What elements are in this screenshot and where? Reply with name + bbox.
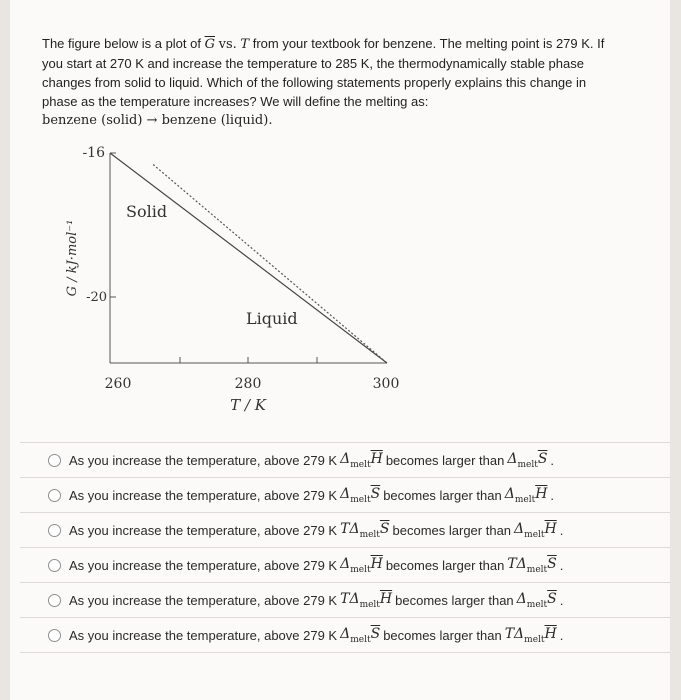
term-b-prefix: TΔ [507, 555, 527, 572]
radio-button[interactable] [48, 559, 61, 572]
radio-button[interactable] [48, 594, 61, 607]
question-line-1-end: from your textbook for benzene. The melting point is 279 K. If [252, 36, 605, 51]
term-b-symbol: $\overline{H}$ [544, 520, 557, 537]
option-mid: becomes larger than [392, 522, 512, 538]
term-a-prefix: Δ [340, 625, 351, 642]
g-vs-t-plot [30, 140, 430, 430]
term-b-sub: melt [526, 599, 548, 610]
option-term-a [340, 521, 389, 540]
question-line-1 [42, 34, 652, 54]
term-b-symbol: $\overline{S}$ [537, 450, 548, 467]
reaction-definition: benzene (solid) → benzene (liquid). [42, 113, 273, 128]
option-term-b [507, 556, 556, 575]
term-b-symbol: $\overline{S}$ [547, 590, 557, 607]
radio-button[interactable] [48, 524, 61, 537]
x-tick-label-300: 300 [372, 376, 400, 392]
term-a-prefix: Δ [340, 485, 351, 502]
term-b-prefix: Δ [504, 485, 515, 502]
option-end: . [550, 452, 555, 468]
x-tick-label-280: 280 [234, 376, 262, 392]
term-b-symbol: $\overline{H}$ [544, 625, 557, 642]
answer-option[interactable] [20, 442, 670, 477]
answer-option[interactable] [20, 477, 670, 512]
option-term-a [340, 486, 380, 505]
option-term-a [340, 451, 383, 470]
option-term-b [517, 591, 557, 610]
option-mid: becomes larger than [385, 452, 505, 468]
g-symbol: $\overline{G}$ [204, 37, 215, 52]
option-mid: becomes larger than [395, 592, 514, 608]
y-tick-label-m20: -20 [86, 290, 107, 305]
term-a-symbol: $\overline{S}$ [370, 485, 381, 502]
answer-option[interactable] [20, 617, 670, 653]
t-symbol: T [240, 37, 250, 52]
radio-button[interactable] [48, 454, 61, 467]
term-b-sub: melt [526, 564, 548, 575]
option-end: . [559, 627, 564, 643]
option-term-b [505, 486, 548, 505]
option-term-a [340, 626, 380, 645]
radio-button[interactable] [48, 629, 61, 642]
term-a-sub: melt [350, 494, 371, 505]
term-a-symbol: $\overline{H}$ [370, 555, 383, 572]
question-card [10, 0, 670, 700]
question-line-3: changes from solid to liquid. Which of the following statements properly explains this change in [42, 75, 587, 90]
x-tick-label-260: 260 [104, 376, 132, 392]
question-text [42, 34, 652, 130]
term-a-sub: melt [359, 529, 380, 540]
question-line-1-start: The figure below is a plot of [42, 36, 201, 51]
x-axis-label: T / K [230, 396, 266, 414]
term-b-prefix: TΔ [504, 625, 525, 642]
radio-button[interactable] [48, 489, 61, 502]
question-line-4: phase as the temperature increases? We will define the melting as: [42, 94, 429, 109]
option-mid: becomes larger than [385, 557, 505, 573]
option-prefix: As you increase the temperature, above 279 K [69, 627, 338, 643]
term-a-prefix: Δ [340, 450, 351, 467]
option-mid: becomes larger than [383, 627, 502, 643]
term-b-sub: melt [514, 494, 536, 505]
option-prefix: As you increase the temperature, above 279 K [69, 487, 338, 503]
question-line-2: you start at 270 K and increase the temperature to 285 K, the thermodynamically stable phase [42, 56, 584, 71]
answer-option[interactable] [20, 512, 670, 547]
term-a-symbol: $\overline{S}$ [370, 625, 381, 642]
option-term-b [505, 626, 557, 645]
series-liquid-line [153, 165, 387, 364]
option-end: . [559, 522, 564, 538]
option-prefix: As you increase the temperature, above 279 K [69, 522, 338, 538]
answer-options [20, 442, 670, 653]
term-a-sub: melt [350, 634, 371, 645]
term-a-sub: melt [350, 564, 371, 575]
term-a-symbol: $\overline{S}$ [379, 520, 390, 537]
y-axis-label: G / kJ·mol⁻¹ [65, 219, 80, 297]
option-end: . [559, 557, 564, 573]
option-term-a [340, 556, 383, 575]
term-b-prefix: Δ [516, 590, 527, 607]
term-b-symbol: $\overline{H}$ [535, 485, 548, 502]
term-b-sub: melt [524, 634, 545, 645]
option-prefix: As you increase the temperature, above 279 K [69, 592, 338, 608]
term-a-symbol: $\overline{H}$ [370, 450, 383, 467]
option-mid: becomes larger than [383, 487, 502, 503]
option-end: . [550, 487, 555, 503]
vs-text: vs. [218, 37, 237, 52]
term-a-prefix: TΔ [340, 590, 360, 607]
option-prefix: As you increase the temperature, above 279 K [69, 557, 338, 573]
option-term-b [507, 451, 547, 470]
term-b-prefix: Δ [514, 520, 525, 537]
term-a-sub: melt [350, 459, 371, 470]
term-a-symbol: $\overline{H}$ [379, 590, 393, 607]
term-a-prefix: TΔ [340, 520, 360, 537]
answer-option[interactable] [20, 582, 670, 617]
answer-option[interactable] [20, 547, 670, 582]
term-a-prefix: Δ [340, 555, 351, 572]
term-a-sub: melt [359, 599, 380, 610]
term-b-sub: melt [517, 459, 538, 470]
option-prefix: As you increase the temperature, above 279 K [69, 452, 338, 468]
option-term-b [514, 521, 557, 540]
y-tick-label-m16: -16 [82, 145, 105, 161]
liquid-label: Liquid [246, 309, 298, 328]
series-solid-line [110, 153, 387, 363]
solid-label: Solid [126, 202, 168, 221]
option-end: . [559, 592, 564, 608]
term-b-sub: melt [524, 529, 545, 540]
term-b-symbol: $\overline{S}$ [547, 555, 557, 572]
term-b-prefix: Δ [507, 450, 518, 467]
option-term-a [340, 591, 392, 610]
